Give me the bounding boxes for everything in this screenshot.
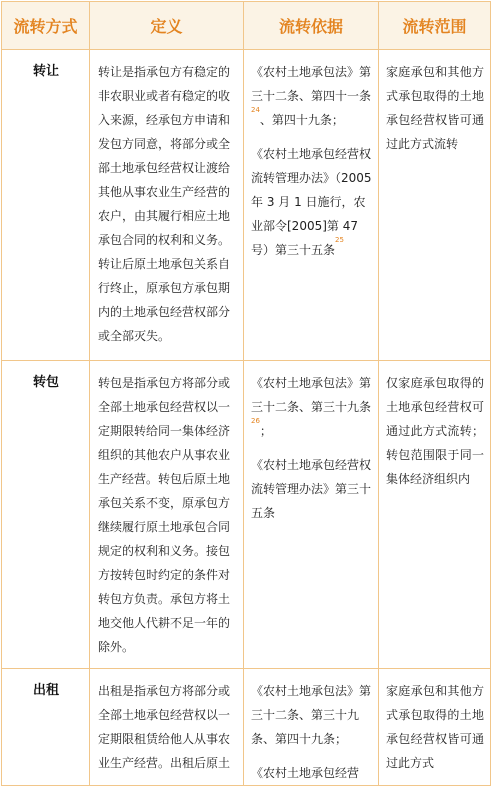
scope-cell: 家庭承包和其他方式承包取得的土地承包经营权皆可通过此方式流转 (379, 50, 491, 361)
table-row (2, 669, 491, 786)
footnote-marker[interactable]: 24 (251, 106, 260, 114)
header-scope: 流转范围 (379, 2, 491, 50)
basis-paragraph: 《农村土地承包法》第三十二条、第三十九条$^{26}$； (251, 376, 372, 438)
basis-paragraph: 《农村土地承包法》第三十二条、第四十一条$^{24}$、第四十九条； (251, 65, 372, 127)
table-row (2, 50, 491, 361)
basis-paragraph: 《农村土地承包法》第三十二条、第三十九条、第四十九条； (251, 684, 372, 746)
scope-cell: 家庭承包和其他方式承包取得的土地承包经营权皆可通过此方式 (379, 669, 491, 786)
footnote-marker[interactable]: 26 (251, 417, 260, 425)
basis-cell (244, 669, 379, 786)
method-name: 转让 (2, 50, 90, 361)
definition-cell: 转让是指承包方有稳定的非农职业或者有稳定的收入来源，经承包方申请和发包方同意，将部分或全部土地承包经营权让渡给其他从事农业生产经营的农户，由其履行相应土地承包合同的权利和义务。转让后原土地承包关系自行终止，原承包方承包期内的土地承包经营权部分或全部灭失。 (90, 50, 244, 361)
header-method: 流转方式 (2, 2, 90, 50)
method-name: 出租 (2, 669, 90, 786)
basis-cell (244, 361, 379, 669)
footnote-marker[interactable]: 25 (335, 236, 344, 244)
definition-cell: 出租是指承包方将部分或全部土地承包经营权以一定期限租赁给他人从事农业生产经营。出租后原土 (90, 669, 244, 786)
basis-paragraph: 《农村土地承包经营权流转管理办法》（2005 年 3 月 1 日施行，农业部令[2005]第 47 号）第三十五条$^{25}$ (251, 147, 372, 257)
land-transfer-table (1, 1, 491, 786)
header-definition: 定义 (90, 2, 244, 50)
scope-cell: 仅家庭承包取得的土地承包经营权可通过此方式流转；转包范围限于同一集体经济组织内 (379, 361, 491, 669)
basis-paragraph: 《农村土地承包经营权流转管理办法》第三十五条 (251, 458, 372, 520)
method-name: 转包 (2, 361, 90, 669)
basis-paragraph: 《农村土地承包经营 (251, 766, 360, 780)
table-row (2, 361, 491, 669)
header-basis: 流转依据 (244, 2, 379, 50)
header-row (2, 2, 491, 50)
basis-cell (244, 50, 379, 361)
definition-cell: 转包是指承包方将部分或全部土地承包经营权以一定期限转给同一集体经济组织的其他农户从事农业生产经营。转包后原土地承包关系不变，原承包方继续履行原土地承包合同规定的权利和义务。接包方按转包时约定的条件对转包方负责。承包方将土地交他人代耕不足一年的除外。 (90, 361, 244, 669)
